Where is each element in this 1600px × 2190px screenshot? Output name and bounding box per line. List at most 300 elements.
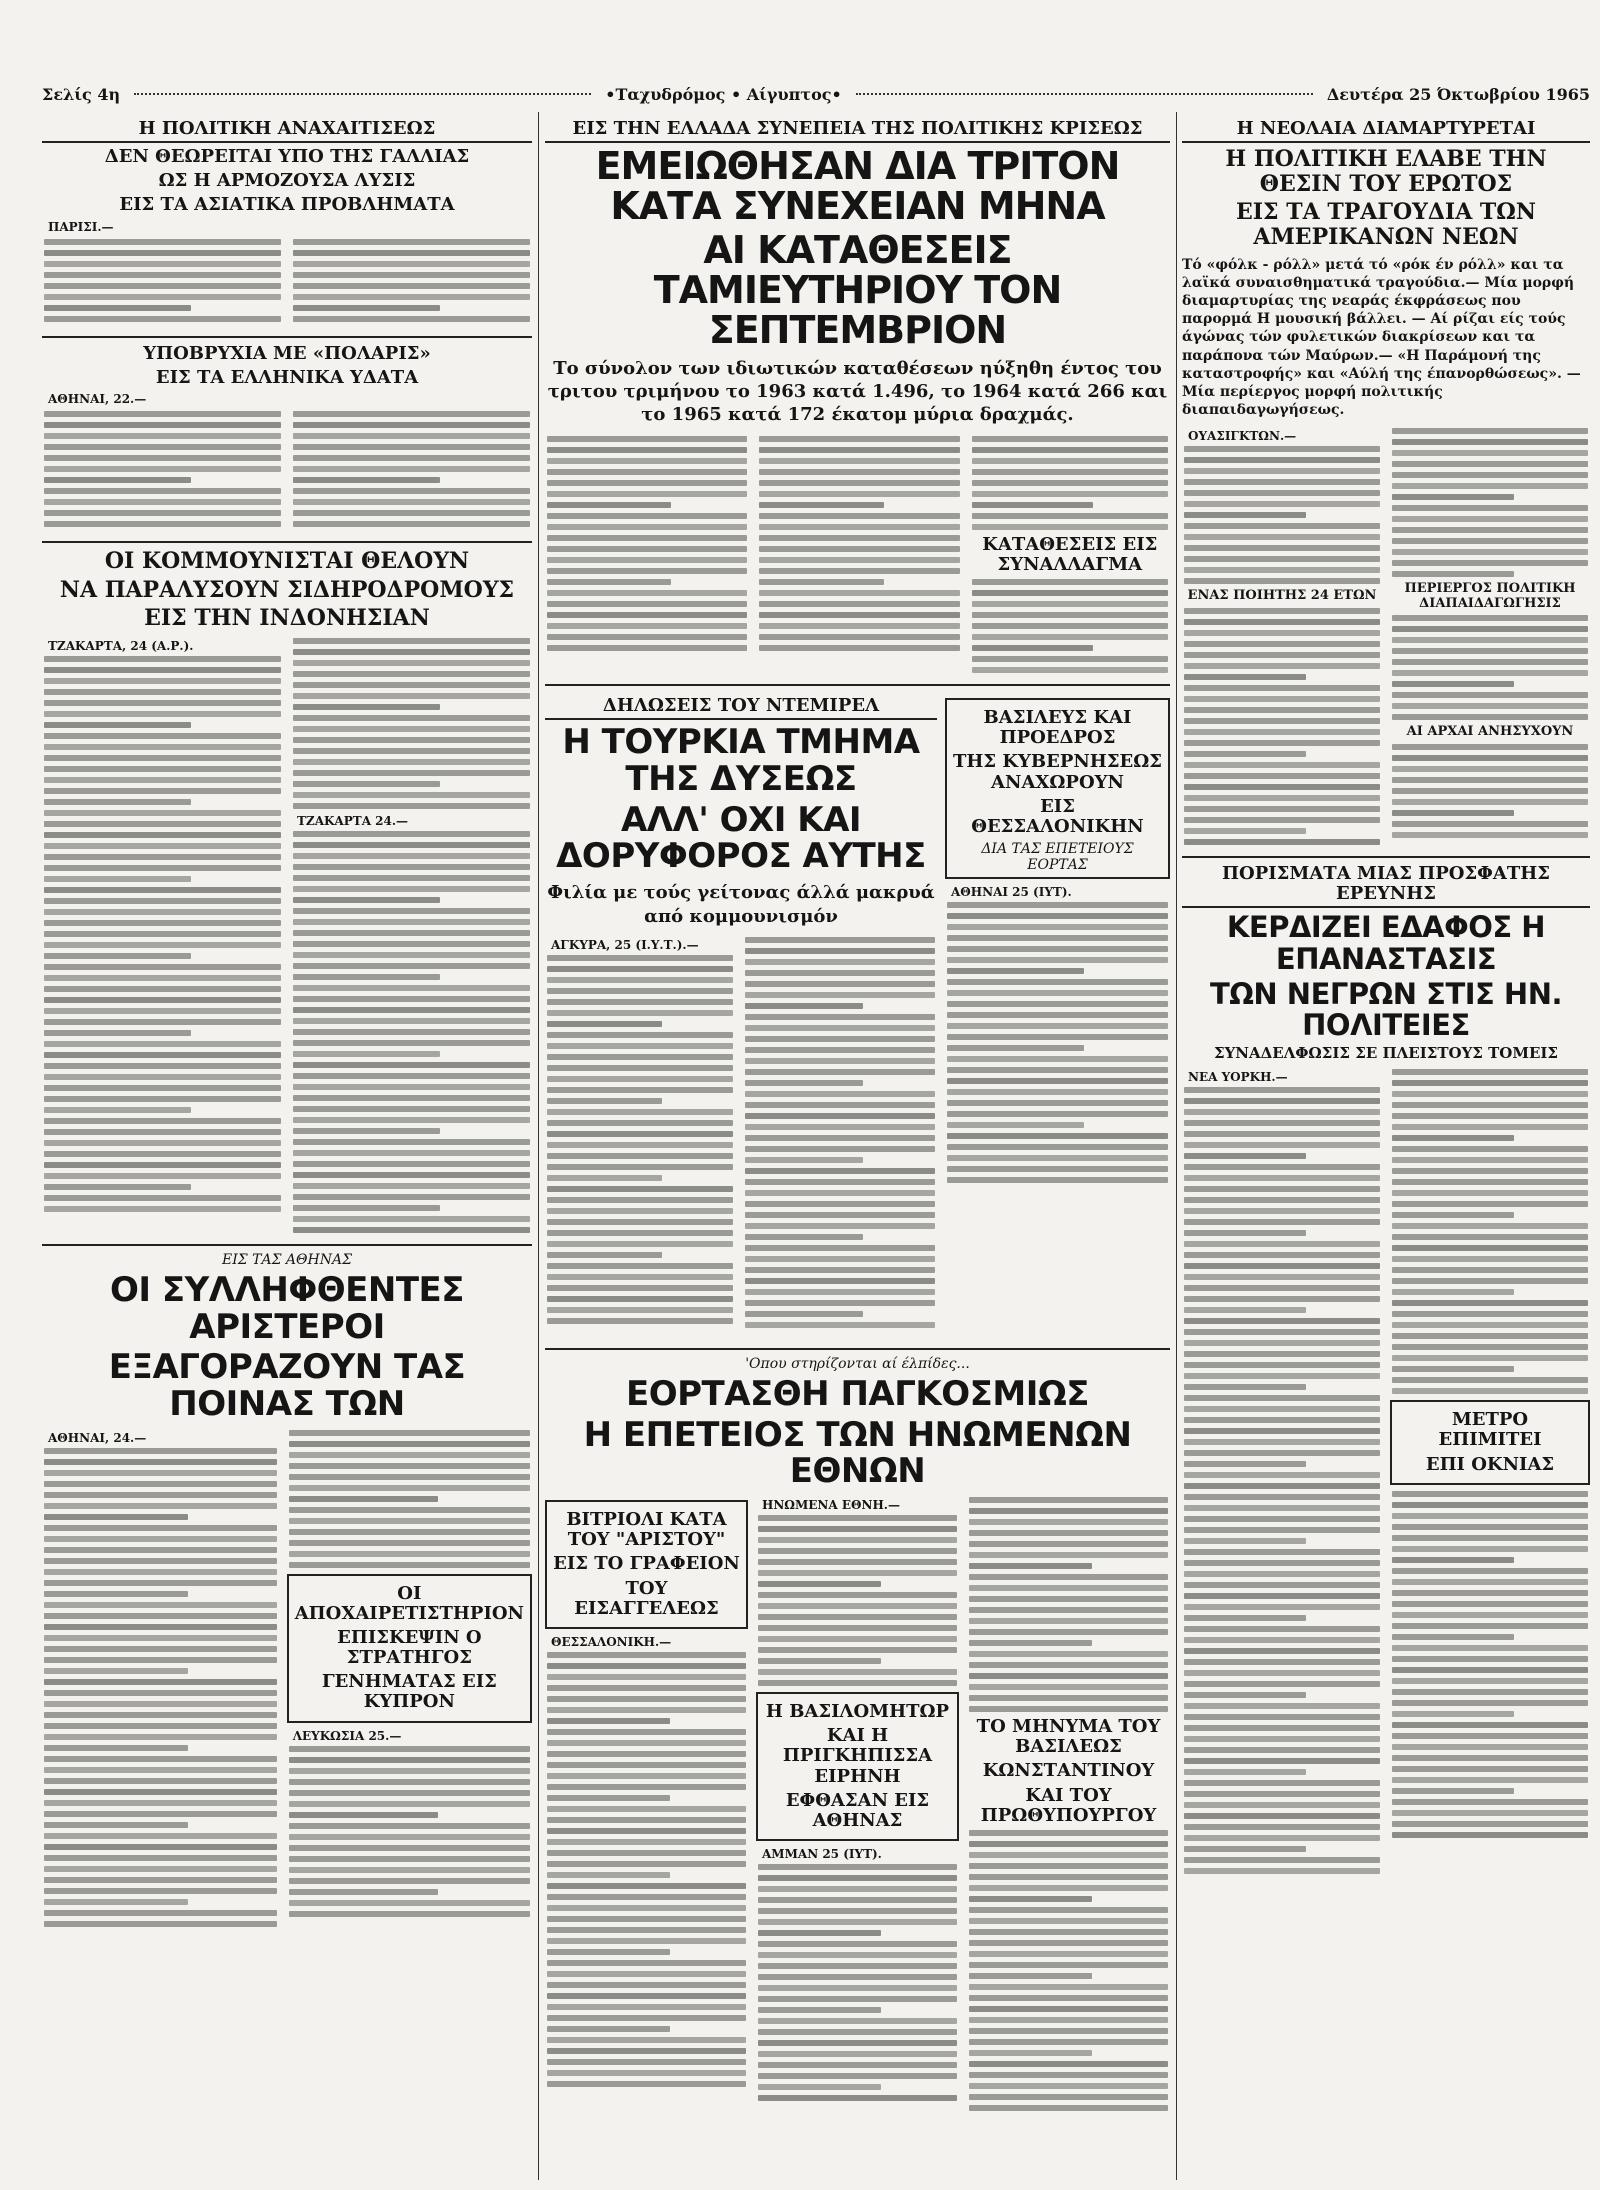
text-line: [293, 996, 530, 1002]
text-line: [547, 1817, 746, 1823]
text-line: [44, 316, 281, 322]
headline: ΥΠΟΒΡΥΧΙΑ ΜΕ «ΠΟΛΑΡΙΣ»: [143, 342, 431, 364]
text-line: [1184, 817, 1380, 823]
text-line: [745, 1322, 935, 1328]
text-line: [745, 1036, 935, 1042]
text-line: [758, 1581, 881, 1587]
text-line: [745, 1300, 935, 1306]
text-line: [293, 1095, 530, 1101]
paper-name: •Ταχυδρόμος • Αίγυπτος•: [605, 84, 842, 104]
text-line: [547, 1872, 670, 1878]
text-line: [1392, 1590, 1588, 1596]
text-line: [972, 513, 1168, 519]
text-line: [44, 810, 281, 816]
text-line: [745, 981, 935, 987]
text-line: [969, 1695, 1168, 1701]
text-line: [1184, 1736, 1380, 1742]
text-line: [293, 1183, 530, 1189]
body-text: [972, 436, 1168, 530]
text-line: [758, 1919, 957, 1925]
text-line: [947, 990, 1168, 996]
text-line: [759, 645, 959, 651]
text-line: [1392, 637, 1588, 643]
text-line: [969, 1973, 1092, 1979]
text-line: [947, 1001, 1168, 1007]
text-line: [547, 623, 747, 629]
text-line: [289, 1507, 530, 1513]
text-line: [289, 1768, 530, 1774]
text-line: [293, 283, 530, 289]
text-line: [293, 272, 530, 278]
text-line: [547, 1751, 746, 1757]
text-line: [1184, 1780, 1380, 1786]
text-line: [44, 1613, 277, 1619]
text-line: [1392, 483, 1588, 489]
text-line: [293, 649, 530, 655]
text-line: [759, 579, 883, 585]
text-line: [1184, 1791, 1380, 1797]
text-line: [1184, 1417, 1380, 1423]
text-line: [972, 447, 1168, 453]
text-line: [547, 1307, 733, 1313]
text-line: [758, 1864, 957, 1870]
text-line: [44, 920, 281, 926]
text-line: [293, 1062, 530, 1068]
text-line: [969, 2105, 1168, 2111]
headline: ΑΛΛ' ΟΧΙ ΚΑΙ ΔΟΡΥΦΟΡΟΣ ΑΥΤΗΣ: [556, 799, 926, 877]
masthead: [42, 80, 1590, 108]
text-line: [745, 959, 935, 965]
text-line: [972, 480, 1168, 486]
headline: Η ΠΟΛΙΤΙΚΗ ΑΝΑΧΑΙΤΙΣΕΩΣ: [42, 119, 532, 143]
text-line: [293, 875, 530, 881]
body-text: [44, 1448, 277, 1927]
headline: Η ΤΟΥΡΚΙΑ ΤΜΗΜΑ ΤΗΣ ΔΥΣΕΩΣ: [562, 722, 920, 799]
text-line: [759, 502, 883, 508]
text-line: [758, 1636, 957, 1642]
text-line: [293, 1106, 530, 1112]
text-line: [44, 964, 281, 970]
text-line: [758, 2029, 957, 2035]
text-line: [547, 612, 747, 618]
text-line: [972, 436, 1168, 442]
text-line: [758, 1985, 957, 1991]
text-line: [1184, 446, 1380, 452]
text-line: [1392, 1212, 1514, 1218]
text-line: [947, 1034, 1168, 1040]
text-line: [293, 864, 530, 870]
text-line: [547, 1894, 746, 1900]
text-line: [947, 913, 1168, 919]
text-line: [293, 1216, 530, 1222]
text-line: [969, 1662, 1168, 1668]
text-line: [1184, 619, 1380, 625]
body-columns: [42, 635, 532, 1238]
text-line: [44, 1646, 277, 1652]
text-line: [1392, 1766, 1588, 1772]
text-line: [44, 887, 281, 893]
text-line: [293, 488, 530, 494]
text-line: [758, 2051, 957, 2057]
text-line: [293, 737, 530, 743]
text-line: [547, 1274, 733, 1280]
text-line: [1392, 1333, 1588, 1339]
body-text: [1392, 1069, 1588, 1394]
article-youth-songs: [1182, 119, 1590, 850]
text-line: [547, 1087, 733, 1093]
text-line: [1184, 1186, 1380, 1192]
text-line: [1184, 1208, 1380, 1214]
headline: ΓΕΝΗΜΑΤΑΣ ΕΙΣ ΚΥΠΡΟΝ: [321, 1671, 497, 1713]
text-line: [947, 1144, 1168, 1150]
text-line: [1184, 1868, 1380, 1874]
text-line: [44, 1569, 277, 1575]
text-line: [758, 1952, 957, 1958]
text-line: [293, 1161, 530, 1167]
text-line: [293, 671, 530, 677]
text-line: [745, 1146, 935, 1152]
subhead: ΣΥΝΑΔΕΛΦΩΣΙΣ ΣΕ ΠΛΕΙΣΤΟΥΣ ΤΟΜΕΙΣ: [1213, 1044, 1558, 1063]
text-line: [1184, 1560, 1380, 1566]
text-line: [745, 1245, 935, 1251]
text-line: [758, 1897, 957, 1903]
text-line: [758, 1930, 881, 1936]
text-line: [293, 770, 530, 776]
text-line: [289, 1779, 530, 1785]
text-line: [745, 1014, 935, 1020]
text-line: [44, 1778, 277, 1784]
text-line: [1392, 516, 1588, 522]
text-line: [1392, 659, 1588, 665]
text-line: [1392, 1678, 1588, 1684]
body-text: [547, 1652, 746, 2087]
text-line: [547, 999, 733, 1005]
text-line: [969, 1607, 1168, 1613]
dateline: ΑΓΚΥΡΑ, 25 (Ι.Υ.Τ.).—: [551, 937, 699, 952]
text-line: [289, 1474, 530, 1480]
text-line: [1392, 1091, 1588, 1097]
text-line: [44, 488, 281, 494]
text-line: [947, 957, 1168, 963]
text-line: [289, 1529, 530, 1535]
text-line: [44, 1514, 188, 1520]
text-line: [293, 1194, 530, 1200]
text-line: [44, 799, 191, 805]
text-line: [547, 1120, 733, 1126]
text-line: [1184, 1109, 1380, 1115]
article-savings-deposits: [545, 119, 1170, 678]
text-line: [1392, 1355, 1588, 1361]
text-line: [547, 601, 747, 607]
text-line: [1184, 1219, 1380, 1225]
text-line: [547, 1021, 662, 1027]
text-line: [1184, 674, 1306, 680]
text-line: [1184, 556, 1380, 562]
text-line: [547, 1949, 670, 1955]
text-line: [547, 1960, 746, 1966]
text-line: [1184, 1681, 1380, 1687]
text-line: [44, 766, 281, 772]
text-line: [969, 1995, 1168, 2001]
text-line: [547, 1982, 746, 1988]
text-line: [44, 261, 281, 267]
column-middle: [545, 115, 1170, 2180]
text-line: [969, 1918, 1168, 1924]
text-line: [1184, 523, 1380, 529]
text-line: [1392, 1634, 1514, 1640]
text-line: [745, 1091, 935, 1097]
article-france-asia: [42, 119, 532, 330]
text-line: [547, 1043, 733, 1049]
dateline: ΗΝΩΜΕΝΑ ΕΘΝΗ.—: [762, 1498, 900, 1513]
text-line: [44, 1107, 191, 1113]
headline: ΟΙ ΑΠΟΧΑΙΡΕΤΙΣΤΗΡΙΟΝ: [294, 1582, 524, 1624]
deck: Το σύνολον των ιδιωτικών καταθέσεων ηύξηθη έντος του τριτου τριμήνου το 1963 κατά 1.496, το 1964 κατά 266 και το 1965 κατά 172 έκατομ μύρια δραχμάς.: [547, 357, 1168, 426]
text-line: [1184, 652, 1380, 658]
text-line: [293, 897, 440, 903]
text-line: [758, 2040, 957, 2046]
text-line: [1184, 1252, 1380, 1258]
text-line: [44, 1151, 281, 1157]
text-line: [547, 1186, 733, 1192]
text-line: [293, 477, 440, 483]
text-line: [947, 1122, 1084, 1128]
text-line: [44, 283, 281, 289]
text-line: [1392, 821, 1588, 827]
text-line: [44, 953, 191, 959]
text-line: [44, 1833, 277, 1839]
body-text: [293, 831, 530, 1233]
text-line: [745, 1311, 863, 1317]
text-line: [1184, 762, 1380, 768]
text-line: [1184, 663, 1380, 669]
text-line: [759, 601, 959, 607]
dateline: ΤΖΑΚΑΡΤΑ, 24 (Α.Ρ.).: [48, 638, 194, 653]
text-line: [293, 704, 440, 710]
text-line: [44, 1899, 188, 1905]
text-line: [1184, 1659, 1380, 1665]
text-line: [293, 1084, 530, 1090]
text-line: [293, 1029, 530, 1035]
text-line: [44, 1679, 277, 1685]
text-line: [1184, 468, 1380, 474]
text-line: [293, 842, 530, 848]
text-line: [289, 1463, 530, 1469]
text-line: [1392, 799, 1588, 805]
text-line: [1184, 457, 1380, 463]
text-line: [1184, 1164, 1380, 1170]
text-line: [44, 733, 281, 739]
text-line: [1184, 578, 1380, 584]
text-line: [1184, 490, 1380, 496]
text-line: [969, 1673, 1168, 1679]
text-line: [745, 970, 935, 976]
text-line: [44, 909, 281, 915]
subheading: ΤΟ ΜΗΝΥΜΑ ΤΟΥ ΒΑΣΙΛΕΩΣ: [976, 1716, 1161, 1758]
text-line: [947, 1067, 1168, 1073]
text-line: [44, 1162, 281, 1168]
text-line: [745, 1223, 935, 1229]
text-line: [745, 1179, 935, 1185]
text-line: [293, 316, 530, 322]
dateline: ΑΜΜΑΝ 25 (ΙΥΤ).: [762, 1847, 882, 1861]
text-line: [758, 1941, 957, 1947]
text-line: [1392, 1256, 1588, 1262]
article-united-nations: [545, 1356, 1170, 2116]
text-line: [758, 1603, 957, 1609]
text-line: [1392, 755, 1588, 761]
text-line: [1184, 806, 1380, 812]
text-line: [1392, 428, 1588, 434]
text-line: [1392, 766, 1588, 772]
body-columns: [545, 934, 937, 1336]
body-text: [547, 436, 747, 675]
text-line: [44, 1800, 277, 1806]
text-line: [44, 1690, 277, 1696]
headline: ΕΙΣ ΘΕΣΣΑΛΟΝΙΚΗΝ: [971, 795, 1144, 837]
text-line: [44, 1756, 277, 1762]
text-line: [1392, 1535, 1588, 1541]
text-line: [1184, 1527, 1380, 1533]
body-text: [44, 239, 281, 327]
text-line: [547, 1241, 733, 1247]
text-line: [947, 1056, 1168, 1062]
text-line: [547, 1098, 662, 1104]
text-line: [293, 1073, 530, 1079]
text-line: [1184, 839, 1380, 845]
column-left: [42, 115, 532, 2180]
headline: ΩΣ Η ΑΡΜΟΖΟΥΣΑ ΛΥΣΙΣ: [158, 170, 416, 192]
text-line: [293, 908, 530, 914]
text-line: [547, 1938, 746, 1944]
text-line: [1184, 1703, 1380, 1709]
body-text: [758, 1515, 957, 1686]
text-line: [289, 1485, 530, 1491]
text-line: [44, 1745, 188, 1751]
body-columns: [545, 433, 1170, 678]
text-line: [947, 902, 1168, 908]
text-line: [972, 634, 1168, 640]
text-line: [969, 1929, 1168, 1935]
headline: ΝΑ ΠΑΡΑΛΥΣΟΥΝ ΣΙΔΗΡΟΔΡΟΜΟΥΣ: [59, 576, 515, 603]
subheading: ΑΙ ΑΡΧΑΙ ΑΝΗΣΥΧΟΥΝ: [1406, 724, 1574, 740]
headline: ΤΟΥ ΕΙΣΑΓΓΕΛΕΩΣ: [574, 1577, 719, 1619]
text-line: [44, 1822, 188, 1828]
text-line: [972, 502, 1094, 508]
text-line: [745, 937, 935, 943]
page-label: Σελίς 4η: [42, 84, 121, 104]
article-demirel: [545, 696, 937, 1336]
text-line: [745, 1058, 935, 1064]
text-line: [44, 997, 281, 1003]
text-line: [1392, 1245, 1588, 1251]
text-line: [547, 458, 747, 464]
text-line: [969, 1907, 1168, 1913]
text-line: [969, 2061, 1168, 2067]
text-line: [759, 634, 959, 640]
text-line: [759, 513, 959, 519]
text-line: [1184, 828, 1306, 834]
text-line: [969, 2050, 1092, 2056]
text-line: [547, 1285, 733, 1291]
text-line: [44, 898, 281, 904]
text-line: [969, 2094, 1168, 2100]
text-line: [547, 1032, 733, 1038]
text-line: [745, 1135, 935, 1141]
body-text: [289, 1430, 530, 1568]
text-line: [293, 1172, 530, 1178]
text-line: [1392, 703, 1588, 709]
article-grivas-cyprus: [287, 1574, 532, 1723]
text-line: [547, 524, 747, 530]
text-line: [44, 466, 281, 472]
text-line: [969, 1618, 1168, 1624]
kicker: 'Οπου στηρίζονται αί έλπίδες...: [745, 1355, 970, 1372]
text-line: [293, 250, 530, 256]
text-line: [547, 579, 671, 585]
text-line: [293, 1139, 530, 1145]
text-line: [293, 682, 530, 688]
text-line: [547, 1916, 746, 1922]
text-line: [293, 941, 530, 947]
text-line: [745, 1278, 935, 1284]
text-line: [293, 305, 440, 311]
text-line: [1184, 707, 1380, 713]
text-line: [758, 1625, 957, 1631]
subheading: ΚΩΝΣΤΑΝΤΙΝΟΥ: [982, 1760, 1155, 1782]
text-line: [44, 1910, 277, 1916]
text-line: [972, 579, 1168, 585]
text-line: [1392, 1146, 1588, 1152]
text-line: [44, 1470, 277, 1476]
text-line: [969, 1874, 1168, 1880]
text-line: [293, 726, 530, 732]
text-line: [293, 930, 530, 936]
text-line: [44, 1591, 188, 1597]
text-line: [758, 1515, 957, 1521]
text-line: [293, 638, 530, 644]
text-line: [44, 865, 281, 871]
body-text: [44, 656, 281, 1212]
text-line: [44, 455, 281, 461]
text-line: [547, 436, 747, 442]
text-line: [1184, 1395, 1380, 1401]
text-line: [1184, 1725, 1380, 1731]
text-line: [947, 1111, 1168, 1117]
text-line: [1184, 1857, 1380, 1863]
kicker: Η ΝΕΟΛΑΙΑ ΔΙΑΜΑΡΤΥΡΕΤΑΙ: [1182, 119, 1590, 143]
text-line: [44, 656, 281, 662]
headline: Η ΠΟΛΙΤΙΚΗ ΕΛΑΒΕ ΤΗΝ ΘΕΣΙΝ ΤΟΥ ΕΡΩΤΟΣ: [1225, 146, 1547, 197]
text-line: [969, 1896, 1092, 1902]
body-text: [969, 1830, 1168, 2111]
text-line: [44, 294, 281, 300]
text-line: [1184, 1296, 1380, 1302]
text-line: [1184, 1516, 1380, 1522]
text-line: [1392, 1524, 1588, 1530]
text-line: [1392, 1102, 1588, 1108]
headline: Η ΕΠΕΤΕΙΟΣ ΤΩΝ ΗΝΩΜΕΝΩΝ ΕΘΝΩΝ: [583, 1414, 1132, 1492]
text-line: [1184, 1307, 1306, 1313]
subhead: ΔΙΑ ΤΑΣ ΕΠΕΤΕΙΟΥΣ ΕΟΡΤΑΣ: [981, 841, 1134, 874]
dateline: ΟΥΑΣΙΓΚΤΩΝ.—: [1188, 429, 1297, 444]
text-line: [44, 521, 281, 527]
text-line: [969, 1508, 1168, 1514]
body-text: [293, 638, 530, 809]
text-line: [1392, 1711, 1514, 1717]
text-line: [44, 832, 281, 838]
text-line: [1392, 1788, 1514, 1794]
